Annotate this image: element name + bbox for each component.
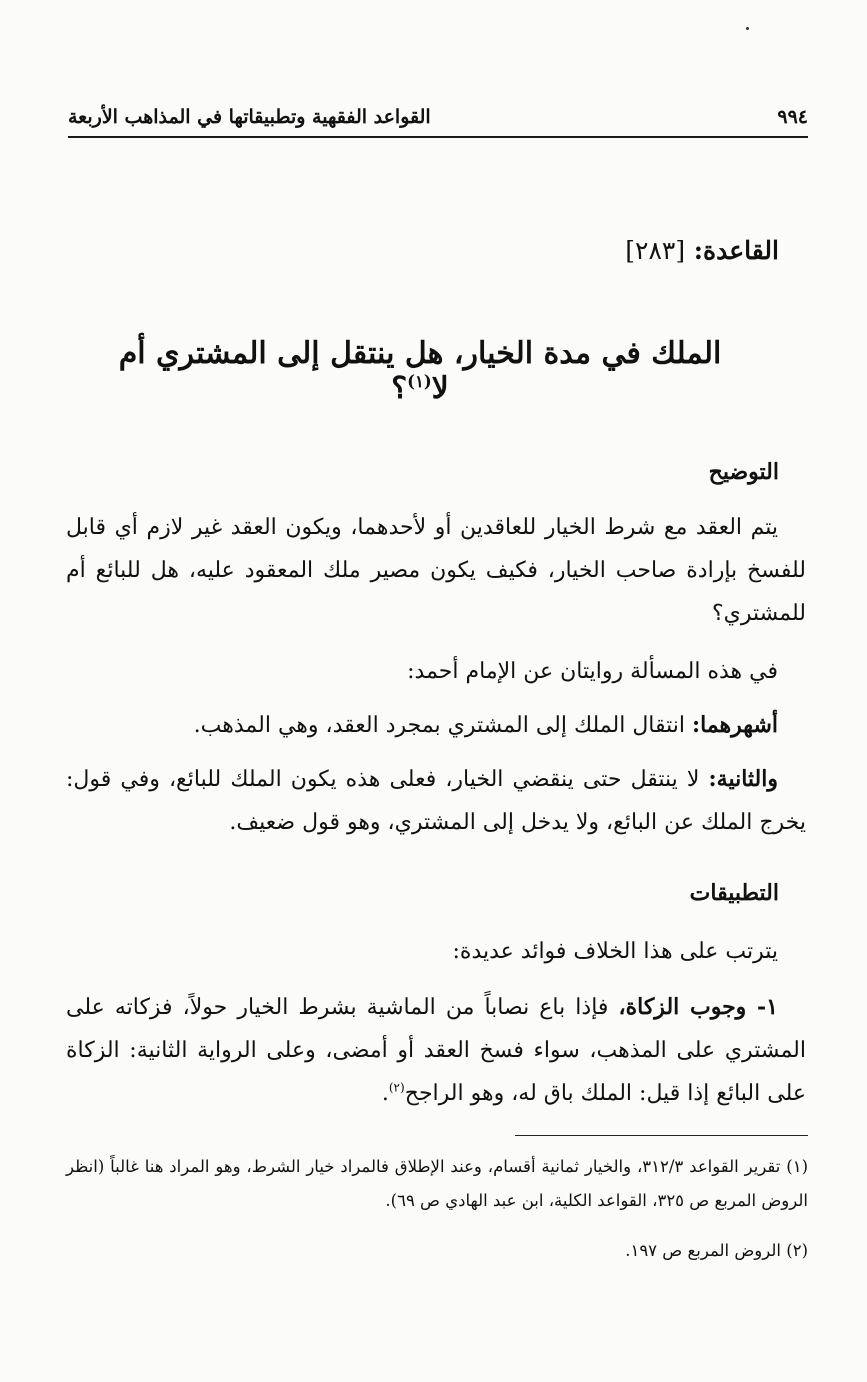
footnote-ref-1[interactable]: (١) xyxy=(407,372,432,391)
first-narration-lead: أشهرهما: xyxy=(692,712,778,738)
book-title: القواعد الفقهية وتطبيقاتها في المذاهب الأربعة xyxy=(68,106,431,128)
rule-number: [٢٨٣] xyxy=(625,236,686,265)
paragraph-two-narrations: في هذه المسألة روايتان عن الإمام أحمد: xyxy=(407,659,778,684)
second-narration-text: لا ينتقل حتى ينقضي الخيار، فعلى هذه يكون الملك للبائع، وفي قول: يخرج الملك عن البائع، ولا يدخل إلى المشتري، وهو قول ضعيف. xyxy=(66,767,806,835)
second-narration-lead: والثانية: xyxy=(708,766,778,792)
scan-speck xyxy=(746,27,749,30)
zakat-end: . xyxy=(381,1081,389,1106)
rule-title-text: الملك في مدة الخيار، هل ينتقل إلى المشتري أم لا xyxy=(118,336,722,406)
rule-label-text: القاعدة: xyxy=(693,236,779,265)
footnote-separator xyxy=(515,1135,808,1136)
paragraph-second-narration xyxy=(66,758,806,844)
first-narration-text: انتقال الملك إلى المشتري بمجرد العقد، وهي المذهب. xyxy=(193,713,693,738)
paragraph-first-narration xyxy=(66,704,806,747)
rule-title xyxy=(100,336,740,406)
zakat-lead: ١- وجوب الزكاة، xyxy=(618,994,778,1020)
footnote-2: (٢) الروض المربع ص ١٩٧. xyxy=(625,1241,808,1260)
rule-title-end: ؟ xyxy=(391,371,408,406)
section-heading-applications: التطبيقات xyxy=(689,880,779,906)
rule-label xyxy=(625,236,779,265)
page-number: ٩٩٤ xyxy=(777,106,808,128)
list-item-zakat xyxy=(66,986,806,1115)
paragraph-contract: يتم العقد مع شرط الخيار للعاقدين أو لأحدهما، ويكون العقد غير لازم أي قابل للفسخ بإرادة صاحب الخيار، فكيف يكون مصير ملك المعقود عليه، هل للبائع أم للمشتري؟ xyxy=(66,515,806,626)
footnote-ref-2[interactable]: (٢) xyxy=(388,1080,405,1095)
running-header xyxy=(68,100,808,134)
paragraph-applications-intro: يترتب على هذا الخلاف فوائد عديدة: xyxy=(452,939,778,964)
section-heading-explanation: التوضيح xyxy=(708,459,779,485)
header-rule xyxy=(68,136,808,138)
footnote-1: (١) تقرير القواعد ٣١٢/٣، والخيار ثمانية أقسام، وعند الإطلاق فالمراد خيار الشرط، وهو المراد هنا غالباً (انظر الروض المربع ص ٣٢٥، القواعد الكلية، ابن عبد الهادي ص ٦٩). xyxy=(66,1157,808,1210)
zakat-text: فإذا باع نصاباً من الماشية بشرط الخيار حولاً، فزكاته على المشتري على المذهب، سواء فسخ العقد أو أمضى، وعلى الرواية الثانية: الزكاة على البائع إذا قيل: الملك باق له، وهو الراجح xyxy=(66,995,806,1106)
